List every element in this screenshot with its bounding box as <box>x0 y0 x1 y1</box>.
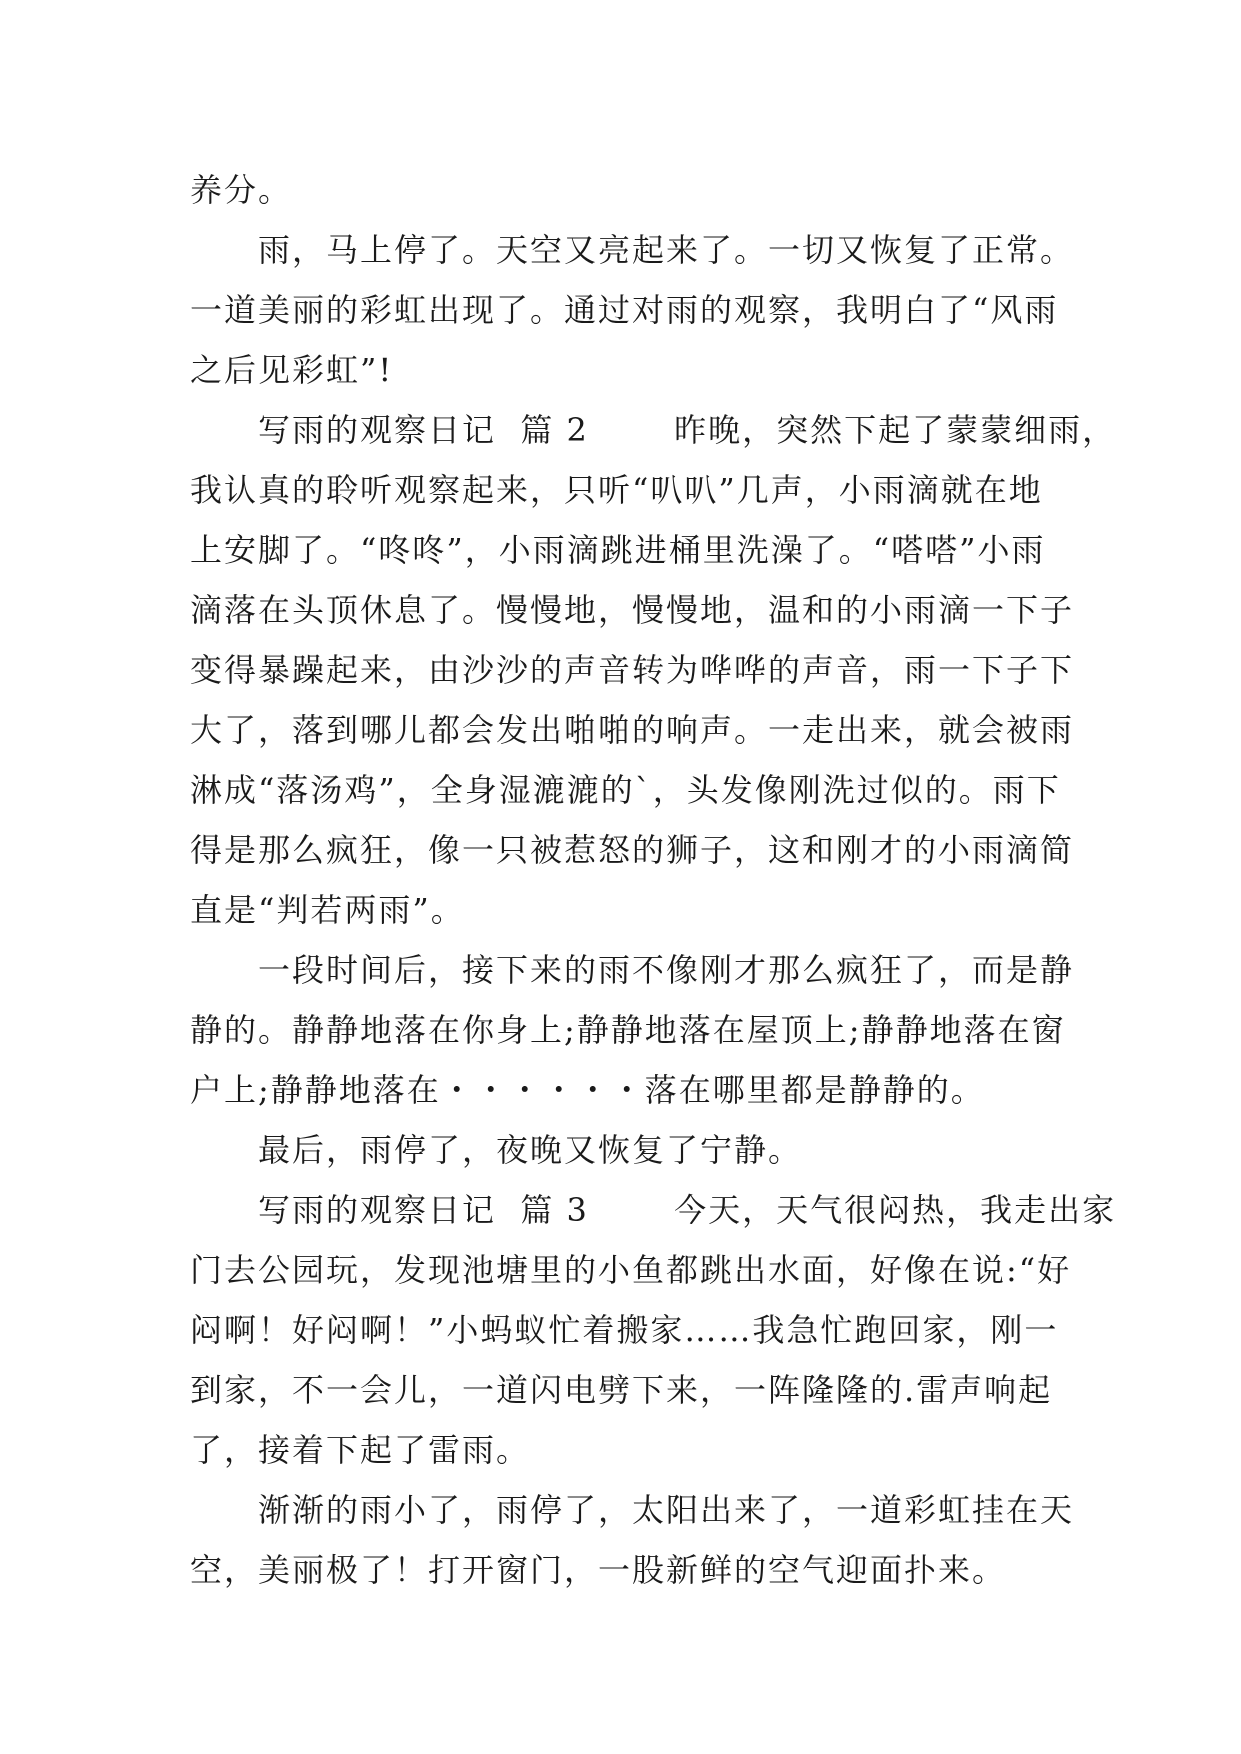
text-line: 静的。静静地落在你身上;静静地落在屋顶上;静静地落在窗 <box>190 1011 1066 1049</box>
text-line: 我认真的聆听观察起来，只听“叭叭”几声，小雨滴就在地 <box>190 471 1043 509</box>
text-line: 最后，雨停了，夜晚又恢复了宁静。 <box>258 1131 803 1169</box>
text-line: 闷啊！好闷啊！”小蚂蚁忙着搬家……我急忙跑回家，刚一 <box>190 1311 1059 1349</box>
text-line: 滴落在头顶休息了。慢慢地，慢慢地，温和的小雨滴一下子 <box>190 591 1075 629</box>
text-line: 之后见彩虹”! <box>190 351 394 389</box>
section-heading-line: 写雨的观察日记 篇 3 今天，天气很闷热，我走出家 <box>258 1191 1117 1229</box>
text-line: 养分。 <box>190 171 293 209</box>
text-line: 变得暴躁起来，由沙沙的声音转为哗哗的声音，雨一下子下 <box>190 651 1075 689</box>
text-line: 得是那么疯狂，像一只被惹怒的狮子，这和刚才的小雨滴简 <box>190 831 1075 869</box>
text-line: 上安脚了。“咚咚”，小雨滴跳进桶里洗澡了。“嗒嗒”小雨 <box>190 531 1046 569</box>
text-line: 一道美丽的彩虹出现了。通过对雨的观察，我明白了“风雨 <box>190 291 1059 329</box>
text-line: 雨，马上停了。天空又亮起来了。一切又恢复了正常。 <box>258 231 1075 269</box>
text-line: 直是“判若两雨”。 <box>190 891 465 929</box>
text-line: 了，接着下起了雷雨。 <box>190 1431 531 1469</box>
text-line: 一段时间后，接下来的雨不像刚才那么疯狂了，而是静 <box>258 951 1075 989</box>
text-line: 淋成“落汤鸡”，全身湿漉漉的`，头发像刚洗过似的。雨下 <box>190 771 1061 809</box>
text-line: 大了，落到哪儿都会发出啪啪的响声。一走出来，就会被雨 <box>190 711 1075 749</box>
text-line: 空，美丽极了！打开窗门，一股新鲜的空气迎面扑来。 <box>190 1551 1007 1589</box>
text-line: 门去公园玩，发现池塘里的小鱼都跳出水面，好像在说:“好 <box>190 1251 1072 1289</box>
document-body <box>190 160 1117 1600</box>
text-line: 到家，不一会儿，一道闪电劈下来，一阵隆隆的.雷声响起 <box>190 1371 1053 1409</box>
text-line: 户上;静静地落在・・・・・・落在哪里都是静静的。 <box>190 1071 985 1109</box>
text-line: 渐渐的雨小了，雨停了，太阳出来了，一道彩虹挂在天 <box>258 1491 1075 1529</box>
section-heading-line: 写雨的观察日记 篇 2 昨晚，突然下起了蒙蒙细雨， <box>258 411 1117 449</box>
